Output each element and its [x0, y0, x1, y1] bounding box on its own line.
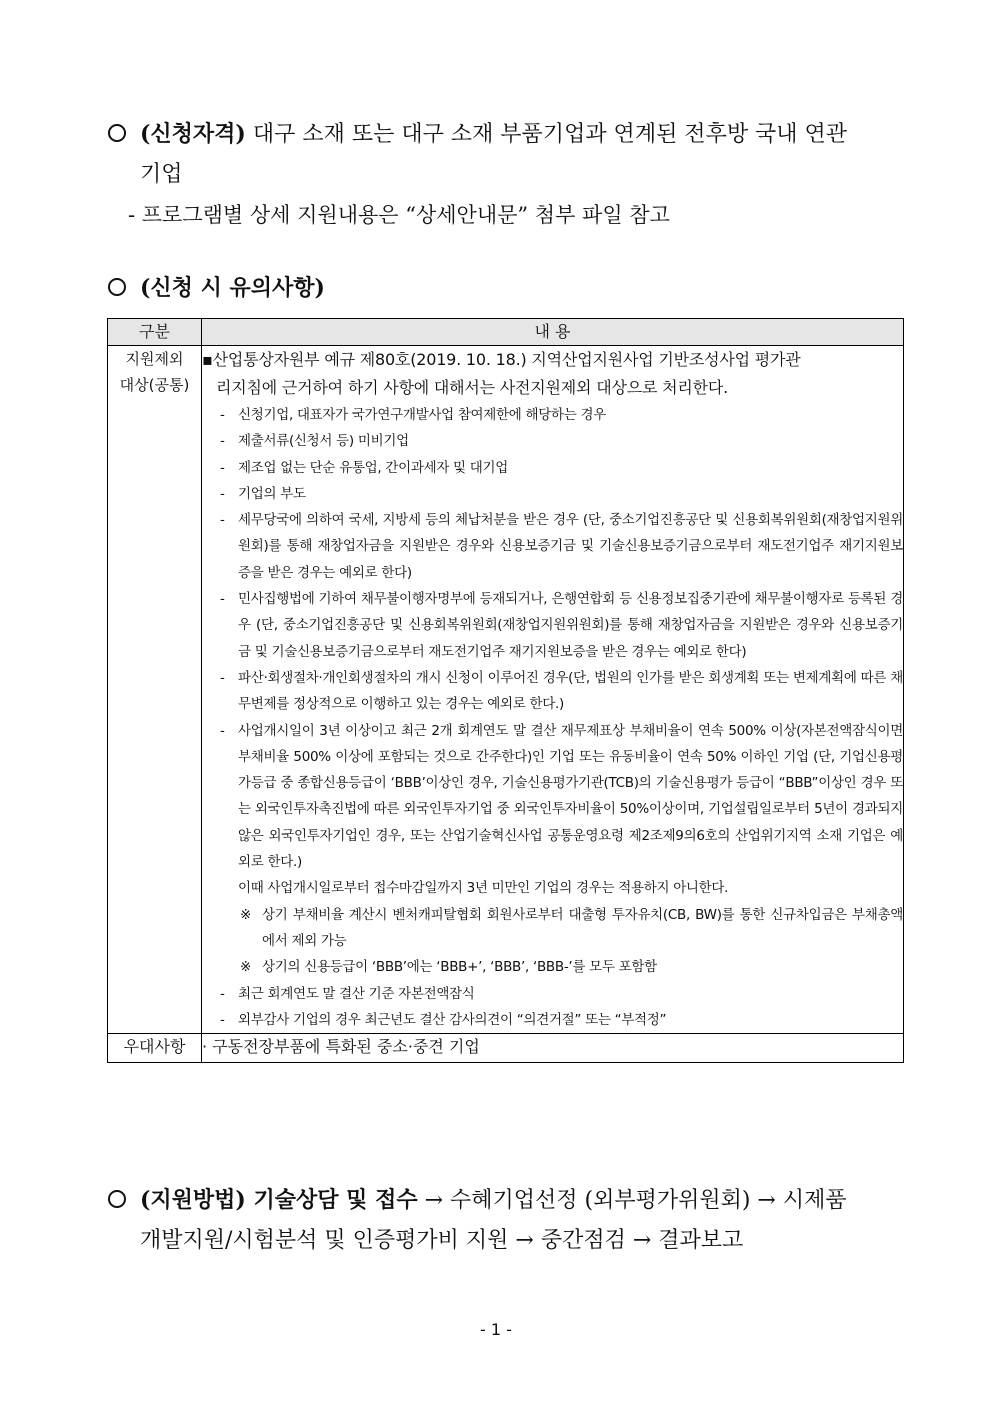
exclusion-content — [202, 346, 904, 1034]
eligibility-label: (신청자격) — [140, 121, 246, 147]
list-subnote: 이때 사업개시일로부터 접수마감일까지 3년 미만인 기업의 경우는 적용하지 아니한다. — [238, 880, 729, 897]
list-item: - 사업개시일이 3년 이상이고 최근 2개 회계연도 말 결산 재무제표상 부채비율이 연속 500% 이상(자본전액잠식이면 부채비율 500% 이상에 포함되는 것으로 간주한다)인 기업 또는 유동비율이 연속 50% 이하인 기업 (단, 기업신용평가등급 중 종합신용등급이 ‘BBB’이상인 경우, 기술신용평가기관(TCB)의 기술신용평가 등급이 “BBB”이상인 경우 또는 외국인투자촉진법에 따른 외국인투자기업 중 외국인투자비율이 50%이상이며, 기업설립일로부터 5년이 경과되지 않은 외국인투자기업인 경우, 또는 산업기술혁신사업 공통운영요령 제2조제9의6호의 산업위기지역 소재 기업은 예외로 한다.) — [220, 722, 903, 871]
eligibility-text: 대구 소재 또는 대구 소재 부품기업과 연계된 전후방 국내 연관 — [245, 122, 848, 147]
section-precautions — [108, 268, 908, 309]
list-item: - 파산·회생절차·개인회생절차의 개시 신청이 이루어진 경우(단, 법원의 인가를 받은 회생계획 또는 변제계획에 따른 채무변제를 정상적으로 이행하고 있는 경우는 예외로 한다.) — [220, 669, 903, 713]
list-item: - 기업의 부도 — [220, 485, 306, 502]
section-support-method — [108, 1180, 908, 1261]
eligibility-text-cont: 기업 — [140, 162, 183, 187]
precautions-label: (신청 시 유의사항) — [140, 275, 325, 301]
exclusion-intro: ▪산업통상자원부 예규 제80호(2019. 10. 18.) 지역산업지원사업 기반조성사업 평가관 리지침에 근거하여 하기 사항에 대해서는 사전지원제외 대상으로 처리한다. — [202, 350, 801, 397]
list-item: - 최근 회계연도 말 결산 기준 자본전액잠식 — [220, 985, 475, 1002]
section-eligibility — [108, 114, 908, 235]
reference-note: ※ 상기 부채비율 계산시 벤처캐피탈협회 회원사로부터 대출형 투자유치(CB, BW)를 통한 신규차입금은 부채총액에서 제외 가능 — [240, 906, 903, 949]
support-method-text: → 수혜기업선정 (외부평가위원회) → 시제품 — [417, 1188, 847, 1213]
support-method-text-cont: 개발지원/시험분석 및 인증평가비 지원 → 중간점검 → 결과보고 — [140, 1228, 744, 1253]
list-item: - 외부감사 기업의 경우 최근년도 결산 감사의견이 “의견거절” 또는 “부적정” — [220, 1011, 667, 1028]
table-header-row — [108, 319, 904, 346]
reference-note: ※ 상기의 신용등급이 ‘BBB’에는 ‘BBB+’, ‘BBB’, ‘BBB-’를 모두 포함함 — [240, 959, 657, 976]
table-row-preference — [108, 1034, 904, 1063]
circle-bullet-icon — [108, 278, 126, 296]
circle-bullet-icon — [108, 1190, 126, 1208]
page-number: - 1 - — [480, 1320, 512, 1339]
header-category: 구분 — [108, 319, 202, 346]
list-item: - 세무당국에 의하여 국세, 지방세 등의 체납처분을 받은 경우 (단, 중소기업진흥공단 및 신용회복위원회(재창업지원위원회)를 통해 재창업자금을 지원받은 경우와 신용보증기금 및 기술신용보증기금으로부터 재도전기업주 재기지원보증을 받은 경우는 예외로 한다) — [220, 512, 903, 581]
exclusion-category: 지원제외 대상(공통) — [108, 346, 202, 1034]
list-item: - 신청기업, 대표자가 국가연구개발사업 참여제한에 해당하는 경우 — [220, 407, 606, 423]
header-content: 내 용 — [202, 319, 904, 346]
precautions-table — [107, 318, 904, 1063]
preference-category: 우대사항 — [108, 1034, 202, 1063]
list-item: - 민사집행법에 기하여 채무불이행자명부에 등재되거나, 은행연합회 등 신용정보집중기관에 채무불이행자로 등록된 경우 (단, 중소기업진흥공단 및 신용회복위원회(재창업지원위원회)를 통해 재창업자금을 지원받은 경우와 신용보증기금 및 기술신용보증기금으로부터 재도전기업주 재기지원보증을 받은 경우는 예외로 한다) — [220, 591, 903, 660]
circle-bullet-icon — [108, 124, 126, 142]
preference-content: · 구동전장부품에 특화된 중소·중견 기업 — [202, 1034, 904, 1063]
support-method-label: (지원방법) 기술상담 및 접수 — [140, 1187, 418, 1213]
list-item: - 제출서류(신청서 등) 미비기업 — [220, 433, 409, 450]
eligibility-detail-note: - 프로그램별 상세 지원내용은 “상세안내문” 첨부 파일 참고 — [128, 203, 670, 227]
list-item: - 제조업 없는 단순 유통업, 간이과세자 및 대기업 — [220, 459, 509, 476]
table-row-exclusion — [108, 346, 904, 1034]
